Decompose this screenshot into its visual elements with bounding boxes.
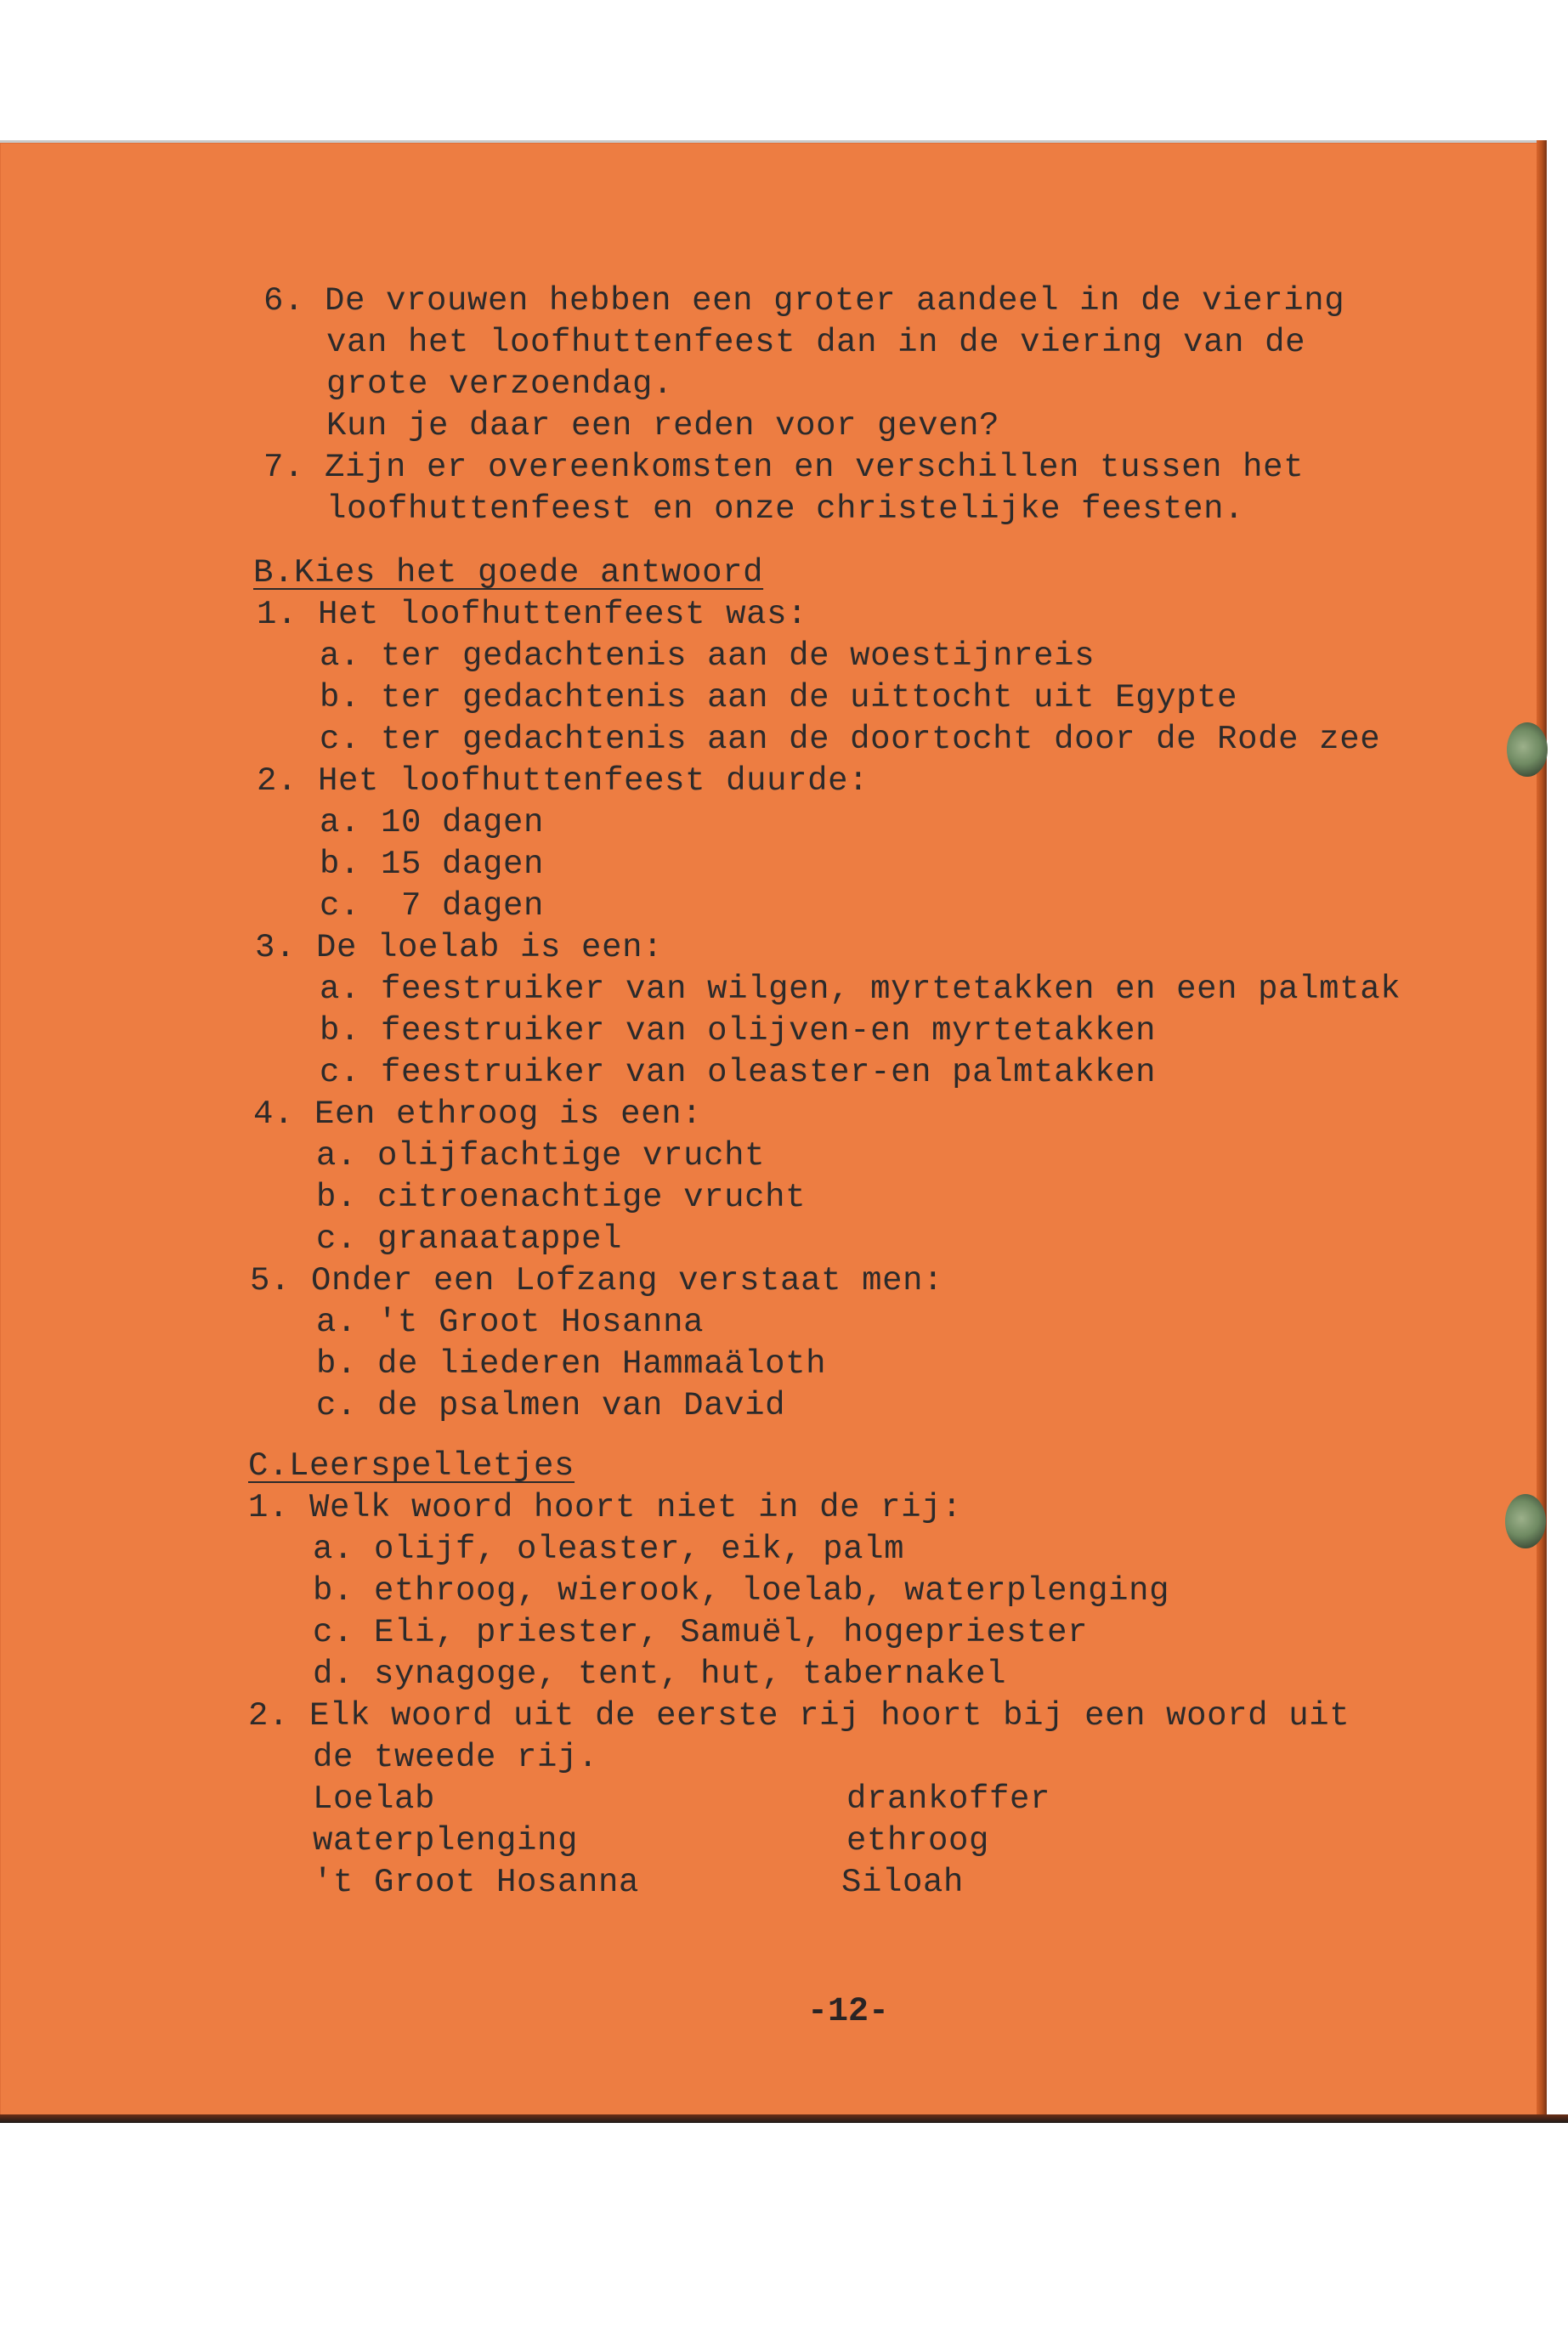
answer-option: c. ter gedachtenis aan de doortocht door de Rode zee <box>320 721 1381 758</box>
answer-option: a. feestruiker van wilgen, myrtetakken en een palmtak <box>320 971 1401 1008</box>
section-b-heading: B.Kies het goede antwoord <box>253 554 764 591</box>
match-left-item: 't Groot Hosanna <box>313 1864 640 1901</box>
question-b2: 2. Het loofhuttenfeest duurde: <box>257 762 869 800</box>
answer-option: c. feestruiker van oleaster-en palmtakken <box>320 1054 1157 1091</box>
answer-option: c. 7 dagen <box>320 887 545 925</box>
question-a6-line: grote verzoendag. <box>326 365 674 403</box>
question-b5: 5. Onder een Lofzang verstaat men: <box>250 1262 944 1299</box>
answer-option: c. de psalmen van David <box>316 1387 786 1424</box>
answer-option: b. ter gedachtenis aan de uittocht uit Egypte <box>320 679 1238 716</box>
answer-option: c. Eli, priester, Samuël, hogepriester <box>313 1614 1089 1651</box>
answer-option: b. 15 dagen <box>320 846 545 883</box>
answer-option: b. ethroog, wierook, loelab, waterplenging <box>313 1572 1170 1610</box>
question-c2-line: de tweede rij. <box>313 1739 599 1776</box>
page-edge-shadow <box>1537 140 1547 2120</box>
question-a6-line: van het loofhuttenfeest dan in de viering van de <box>326 324 1306 361</box>
answer-option: b. feestruiker van olijven-en myrtetakken <box>320 1012 1157 1050</box>
question-c1: 1. Welk woord hoort niet in de rij: <box>248 1489 963 1526</box>
answer-option: a. 10 dagen <box>320 804 545 841</box>
question-b1: 1. Het loofhuttenfeest was: <box>257 596 808 633</box>
question-c2-line: 2. Elk woord uit de eerste rij hoort bij een woord uit <box>248 1697 1350 1735</box>
answer-option: b. de liederen Hammaäloth <box>316 1345 827 1383</box>
answer-option: c. granaatappel <box>316 1220 623 1258</box>
page-number: -12- <box>807 1993 890 2031</box>
question-a7-line: 7. Zijn er overeenkomsten en verschillen tussen het <box>263 449 1305 486</box>
match-right-item: drankoffer <box>846 1780 1051 1818</box>
page-bottom-edge <box>0 2114 1568 2123</box>
match-right-item: Siloah <box>841 1864 965 1901</box>
answer-option: a. olijfachtige vrucht <box>316 1137 766 1174</box>
answer-option: a. 't Groot Hosanna <box>316 1304 705 1341</box>
answer-option: a. olijf, oleaster, eik, palm <box>313 1531 905 1568</box>
match-left-item: waterplenging <box>313 1822 579 1859</box>
question-b3: 3. De loelab is een: <box>255 929 664 966</box>
binder-hole-icon <box>1505 1494 1546 1548</box>
binder-hole-icon <box>1507 722 1548 777</box>
match-left-item: Loelab <box>313 1780 436 1818</box>
question-b4: 4. Een ethroog is een: <box>253 1095 703 1133</box>
question-a6-line: 6. De vrouwen hebben een groter aandeel in de viering <box>263 282 1345 320</box>
answer-option: a. ter gedachtenis aan de woestijnreis <box>320 637 1095 675</box>
answer-option: d. synagoge, tent, hut, tabernakel <box>313 1656 1007 1693</box>
section-c-heading: C.Leerspelletjes <box>248 1447 575 1485</box>
match-right-item: ethroog <box>846 1822 990 1859</box>
question-a7-line: loofhuttenfeest en onze christelijke feesten. <box>326 490 1245 528</box>
answer-option: b. citroenachtige vrucht <box>316 1179 807 1216</box>
question-a6-line: Kun je daar een reden voor geven? <box>326 407 1000 444</box>
